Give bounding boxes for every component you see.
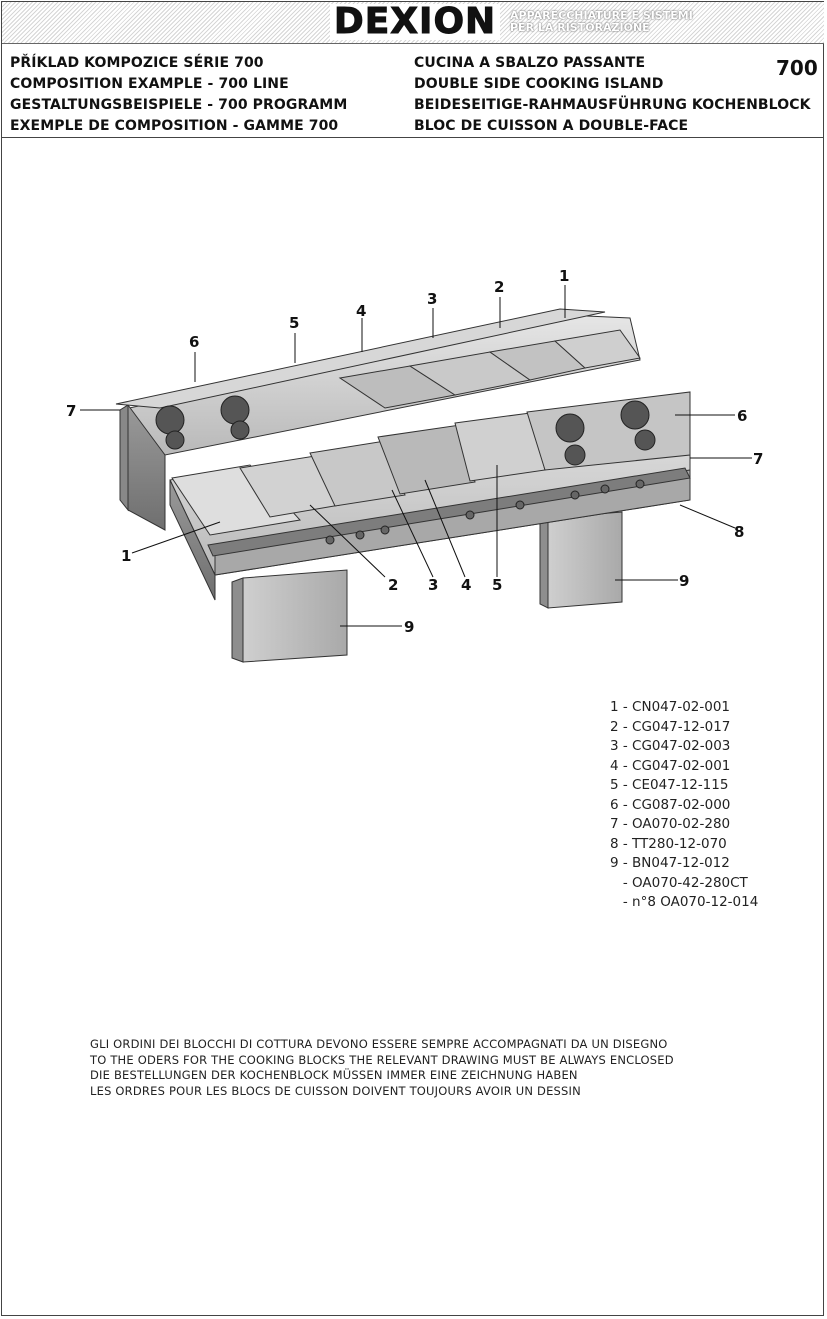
callout-bottom-2: 2 — [388, 576, 399, 594]
callout-right-8: 8 — [734, 523, 745, 541]
callout-left-7: 7 — [66, 402, 77, 420]
header-divider — [2, 137, 824, 138]
parts-list — [610, 698, 758, 913]
callout-top-6: 6 — [189, 333, 200, 351]
title-german: GESTALTUNGSBEISPIELE - 700 PROGRAMM — [10, 97, 348, 113]
note-english: TO THE ODERS FOR THE COOKING BLOCKS THE RELEVANT DRAWING MUST BE ALWAYS ENCLOSED — [90, 1052, 674, 1067]
note-french: LES ORDRES POUR LES BLOCS DE CUISSON DOIVENT TOUJOURS AVOIR UN DESSIN — [90, 1083, 581, 1098]
product-english: DOUBLE SIDE COOKING ISLAND — [414, 76, 664, 92]
callout-left-1: 1 — [121, 547, 132, 565]
part-code-1: 1 - CN047-02-001 — [610, 699, 731, 715]
part-code-6: 6 - CG087-02-000 — [610, 796, 731, 813]
product-french: BLOC DE CUISSON A DOUBLE-FACE — [414, 118, 689, 134]
title-english: COMPOSITION EXAMPLE - 700 LINE — [10, 76, 289, 92]
product-italian: CUCINA A SBALZO PASSANTE — [414, 55, 646, 71]
tagline-line-1: APPARECCHIATURE E SISTEMI — [510, 9, 693, 22]
part-code-5: 5 - CE047-12-115 — [610, 777, 729, 793]
callout-top-4: 4 — [356, 302, 367, 320]
cooking-island-drawing — [40, 258, 780, 668]
part-code-9b: - n°8 OA070-12-014 — [610, 894, 759, 910]
brand-tagline — [510, 10, 693, 34]
callout-right-9: 9 — [679, 572, 690, 590]
part-code-2: 2 - CG047-12-017 — [610, 718, 731, 735]
ordering-note — [90, 1037, 674, 1099]
tagline-line-2: PER LA RISTORAZIONE — [510, 21, 650, 34]
callout-bottom-9: 9 — [404, 618, 415, 636]
part-code-9: 9 - BN047-12-012 — [610, 855, 730, 871]
composition-title — [10, 53, 347, 137]
part-code-4: 4 - CG047-02-001 — [610, 757, 731, 774]
dexion-logo: DEXION — [333, 1, 497, 42]
part-code-3: 3 - CG047-02-003 — [610, 738, 731, 754]
callout-bottom-5: 5 — [492, 576, 503, 594]
part-code-8: 8 - TT280-12-070 — [610, 835, 727, 852]
callout-bottom-3: 3 — [428, 576, 439, 594]
product-title — [414, 53, 811, 137]
title-french: EXEMPLE DE COMPOSITION - GAMME 700 — [10, 118, 339, 134]
part-code-9a: - OA070-42-280CT — [610, 874, 748, 891]
product-german: BEIDESEITIGE-RAHMAUSFÜHRUNG KOCHENBLOCK — [414, 97, 811, 113]
note-german: DIE BESTELLUNGEN DER KOCHENBLOCK MÜSSEN IMMER EINE ZEICHNUNG HABEN — [90, 1068, 578, 1082]
callout-right-7: 7 — [753, 450, 764, 468]
title-czech: PŘÍKLAD KOMPOZICE SÉRIE 700 — [10, 55, 264, 71]
callout-top-3: 3 — [427, 290, 438, 308]
note-italian: GLI ORDINI DEI BLOCCHI DI COTTURA DEVONO ESSERE SEMPRE ACCOMPAGNATI DA UN DISEGNO — [90, 1037, 668, 1051]
callout-bottom-4: 4 — [461, 576, 472, 594]
series-number: 700 — [776, 56, 818, 80]
part-code-7: 7 - OA070-02-280 — [610, 816, 731, 832]
callout-top-2: 2 — [494, 278, 505, 296]
callout-right-6: 6 — [737, 407, 748, 425]
callout-top-1: 1 — [559, 267, 570, 285]
callout-top-5: 5 — [289, 314, 300, 332]
